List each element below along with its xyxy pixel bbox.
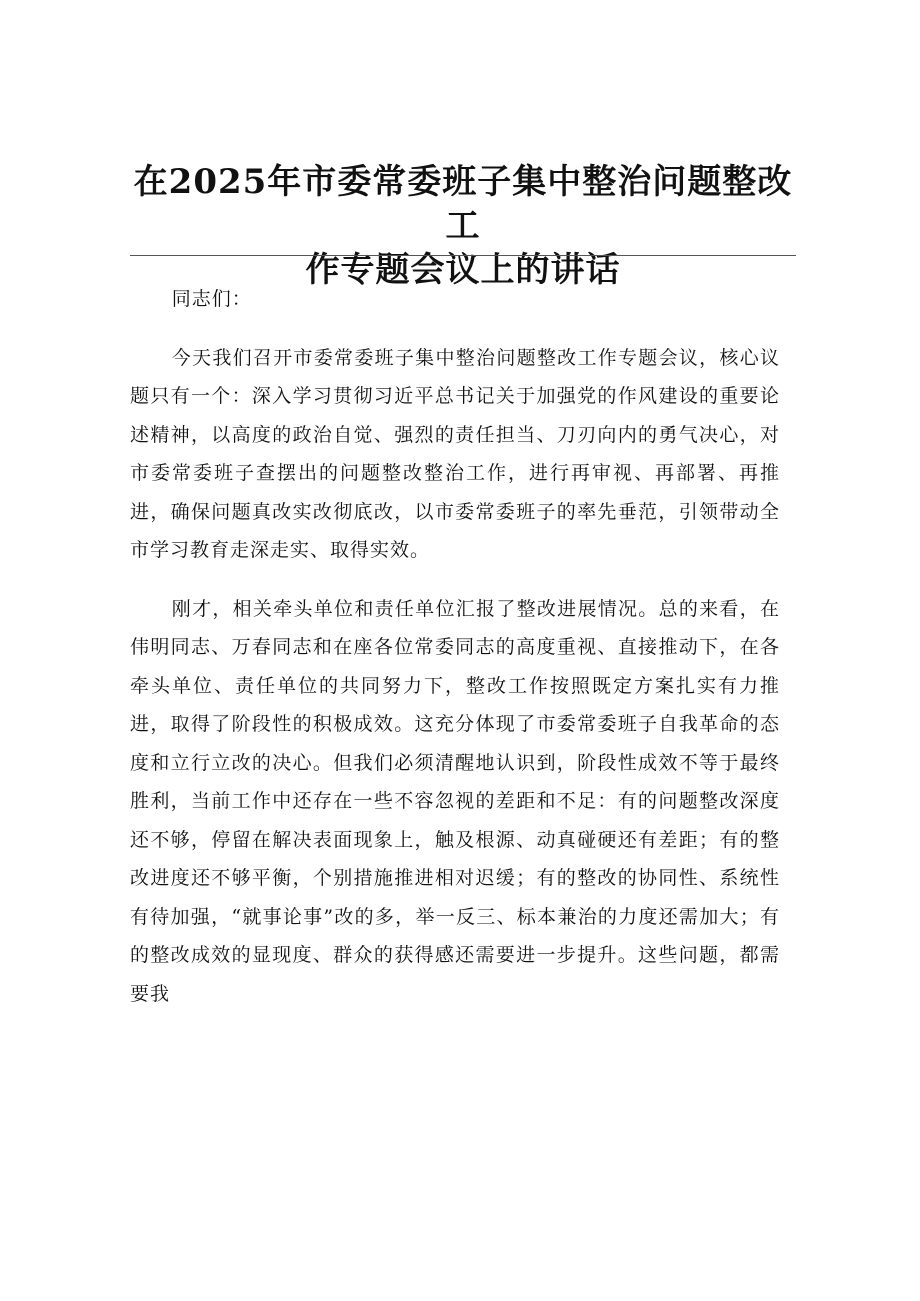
title-line-2: 作专题会议上的讲话 xyxy=(305,250,621,290)
paragraph-1: 今天我们召开市委常委班子集中整治问题整改工作专题会议，核心议题只有一个：深入学习贯彻习近平总书记关于加强党的作风建设的重要论述精神，以高度的政治自觉、强烈的责任担当、刀刃向内的勇气决心，对市委常委班子查摆出的问题整改整治工作，进行再审视、再部署、再推进，确保问题真改实改彻底改，以市委常委班子的率先垂范，引领带动全市学习教育走深走实、取得实效。 xyxy=(130,346,780,561)
paragraph-2: 刚才，相关牵头单位和责任单位汇报了整改进展情况。总的来看，在伟明同志、万春同志和在座各位常委同志的高度重视、直接推动下，在各牵头单位、责任单位的共同努力下，整改工作按照既定方案扎实有力推进，取得了阶段性的积极成效。这充分体现了市委常委班子自我革命的态度和立行立改的决心。但我们必须清醒地认识到，阶段性成效不等于最终胜利，当前工作中还存在一些不容忽视的差距和不足：有的问题整改深度还不够，停留在解决表面现象上，触及根源、动真碰硬还有差距；有的整改进度还不够平衡，个别措施推进相对迟缓；有的整改的协同性、系统性有待加强，“就事论事”改的多，举一反三、标本兼治的力度还需加大；有的整改成效的显现度、群众的获得感还需要进一步提升。这些问题，都需要我 xyxy=(130,597,780,1005)
title-divider xyxy=(130,255,796,256)
document-title xyxy=(130,160,796,292)
greeting: 同志们： xyxy=(171,288,252,310)
document-body xyxy=(130,280,780,1033)
title-line-1: 在2025年市委常委班子集中整治问题整改工 xyxy=(133,162,793,246)
